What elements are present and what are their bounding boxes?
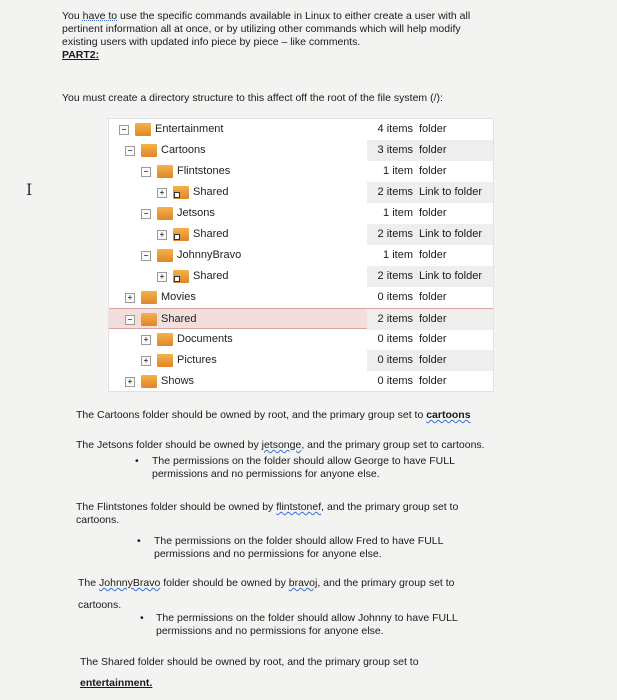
intro-pre: You xyxy=(62,10,83,22)
tree-row[interactable] xyxy=(109,350,493,371)
tree-row-type: folder xyxy=(419,313,447,325)
tree-row-name: Shared xyxy=(193,270,229,282)
tree-row-name: Cartoons xyxy=(161,144,206,156)
shared-group: entertainment. xyxy=(80,677,153,689)
johnny-bullet-2: permissions and no permissions for anyone else. xyxy=(156,625,384,637)
johnny-folder: JohnnyBravo xyxy=(99,577,161,589)
expand-icon[interactable]: + xyxy=(141,335,151,345)
johnny-mid: folder should be owned by xyxy=(160,577,289,589)
tree-row-items: 1 item xyxy=(383,207,413,219)
bullet-dot: • xyxy=(140,612,144,624)
tree-row-type: folder xyxy=(419,144,447,156)
tree-row-name: Documents xyxy=(177,333,233,345)
tree-row[interactable] xyxy=(109,203,493,224)
tree-row-items: 0 items xyxy=(377,375,413,387)
flintstones-pre: The Flintstones folder should be owned by xyxy=(76,501,277,513)
tree-row-items: 1 item xyxy=(383,249,413,261)
collapse-icon[interactable]: − xyxy=(141,251,151,261)
tree-row[interactable] xyxy=(109,161,493,182)
folder-icon xyxy=(141,313,157,326)
folder-icon xyxy=(157,207,173,220)
tree-row-name: Shows xyxy=(161,375,195,387)
tree-row[interactable] xyxy=(109,266,493,287)
tree-row[interactable] xyxy=(109,329,493,350)
expand-icon[interactable]: + xyxy=(141,356,151,366)
expand-icon[interactable]: + xyxy=(157,188,167,198)
tree-row-type: Link to folder xyxy=(419,186,482,198)
cartoons-group: cartoons xyxy=(426,409,471,421)
tree-row-items: 0 items xyxy=(377,354,413,366)
flintstones-post: , and the primary group set to xyxy=(321,501,459,513)
tree-row-type: folder xyxy=(419,207,447,219)
tree-row-type: folder xyxy=(419,354,447,366)
tree-row-type: folder xyxy=(419,123,447,135)
tree-row-name: Shared xyxy=(193,186,229,198)
tree-row-type: folder xyxy=(419,375,447,387)
jetsons-owner: jetsonge xyxy=(261,439,302,451)
folder-icon xyxy=(141,291,157,304)
folder-link-icon xyxy=(173,186,189,199)
johnny-line-2: cartoons. xyxy=(78,599,122,611)
intro-have-to: have to xyxy=(82,10,118,22)
tree-row-type: Link to folder xyxy=(419,228,482,240)
jetsons-text xyxy=(76,439,485,452)
flintstones-line-2: cartoons. xyxy=(76,514,120,526)
tree-row-type: folder xyxy=(419,291,447,303)
tree-row-type: folder xyxy=(419,165,447,177)
jetsons-bullet-2: permissions and no permissions for anyone else. xyxy=(152,468,380,480)
directory-tree xyxy=(108,118,494,392)
cartoons-text xyxy=(76,409,471,422)
flintstones-text xyxy=(76,501,458,514)
tree-row-items: 2 items xyxy=(377,186,413,198)
tree-row-type: Link to folder xyxy=(419,270,482,282)
collapse-icon[interactable]: − xyxy=(125,146,135,156)
bullet-dot: • xyxy=(135,455,139,467)
tree-row[interactable] xyxy=(109,308,493,329)
tree-row-items: 1 item xyxy=(383,165,413,177)
tree-row-name: Jetsons xyxy=(177,207,215,219)
tree-row-type: folder xyxy=(419,249,447,261)
tree-row[interactable] xyxy=(109,245,493,266)
directive-text: You must create a directory structure to this affect off the root of the file system (/): xyxy=(62,92,443,104)
jetsons-bullet-1: The permissions on the folder should allow George to have FULL xyxy=(152,455,455,467)
tree-row[interactable] xyxy=(109,224,493,245)
expand-icon[interactable]: + xyxy=(125,293,135,303)
tree-row[interactable] xyxy=(109,182,493,203)
flintstones-bullet-2: permissions and no permissions for anyone else. xyxy=(154,548,382,560)
part2-heading: PART2: xyxy=(62,49,100,61)
tree-row-name: Shared xyxy=(193,228,229,240)
tree-row-items: 2 items xyxy=(377,270,413,282)
tree-row-items: 3 items xyxy=(377,144,413,156)
tree-row-name: Pictures xyxy=(177,354,217,366)
collapse-icon[interactable]: − xyxy=(119,125,129,135)
flintstones-bullet-1: The permissions on the folder should allow Fred to have FULL xyxy=(154,535,444,547)
collapse-icon[interactable]: − xyxy=(141,209,151,219)
tree-row[interactable] xyxy=(109,140,493,161)
tree-row-name: Entertainment xyxy=(155,123,224,135)
tree-row-name: JohnnyBravo xyxy=(177,249,242,261)
folder-link-icon xyxy=(173,228,189,241)
bullet-dot: • xyxy=(137,535,141,547)
tree-row[interactable] xyxy=(109,287,493,308)
johnny-text xyxy=(78,577,455,590)
tree-row-type: folder xyxy=(419,333,447,345)
folder-link-icon xyxy=(173,270,189,283)
folder-icon xyxy=(157,249,173,262)
intro-line-3: existing users with updated info piece by piece – like comments. xyxy=(62,36,361,48)
jetsons-post: , and the primary group set to cartoons. xyxy=(301,439,485,451)
intro-line-1 xyxy=(62,10,470,23)
folder-icon xyxy=(157,333,173,346)
folder-icon xyxy=(141,144,157,157)
jetsons-pre: The Jetsons folder should be owned by xyxy=(76,439,262,451)
johnny-owner: bravoj xyxy=(288,577,318,589)
johnny-bullet-1: The permissions on the folder should allow Johnny to have FULL xyxy=(156,612,458,624)
johnny-pre: The xyxy=(78,577,100,589)
flintstones-owner: flintstonef xyxy=(276,501,322,513)
tree-row-items: 4 items xyxy=(377,123,413,135)
tree-row-items: 2 items xyxy=(377,228,413,240)
intro-line1-rest: use the specific commands available in Linux to either create a user with all xyxy=(117,10,471,22)
shared-text: The Shared folder should be owned by root, and the primary group set to xyxy=(80,656,419,668)
folder-icon xyxy=(141,375,157,388)
tree-row[interactable] xyxy=(109,371,493,392)
tree-row-name: Flintstones xyxy=(177,165,231,177)
tree-row-items: 0 items xyxy=(377,333,413,345)
tree-row-name: Movies xyxy=(161,291,196,303)
collapse-icon[interactable]: − xyxy=(125,315,135,325)
folder-icon xyxy=(157,354,173,367)
expand-icon[interactable]: + xyxy=(157,272,167,282)
expand-icon[interactable]: + xyxy=(125,377,135,387)
expand-icon[interactable]: + xyxy=(157,230,167,240)
collapse-icon[interactable]: − xyxy=(141,167,151,177)
tree-row-items: 2 items xyxy=(377,313,413,325)
intro-line-2: pertinent information all at once, or by utilizing other commands which will help modify xyxy=(62,23,461,35)
cartoons-desc: The Cartoons folder should be owned by root, and the primary group set to xyxy=(76,409,427,421)
text-cursor-icon: I xyxy=(26,180,33,199)
johnny-post: , and the primary group set to xyxy=(317,577,455,589)
tree-row[interactable] xyxy=(109,119,493,140)
tree-row-name: Shared xyxy=(161,313,197,325)
folder-icon xyxy=(135,123,151,136)
folder-icon xyxy=(157,165,173,178)
tree-row-items: 0 items xyxy=(377,291,413,303)
